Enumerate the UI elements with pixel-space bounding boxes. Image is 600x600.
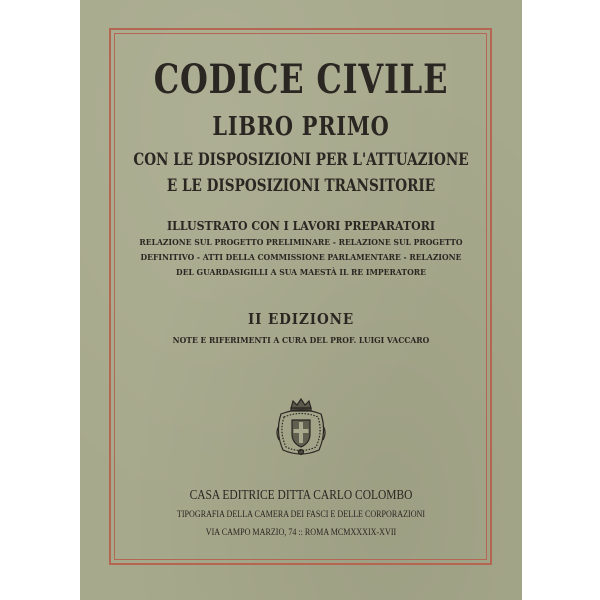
cover-relazione-line-3: DEL GUARDASIGILLI A SUA MAESTÀ IL RE IMPERATORE xyxy=(176,268,426,278)
cover-publisher: CASA EDITRICE DITTA CARLO COLOMBO xyxy=(189,487,413,502)
book-cover xyxy=(80,0,522,600)
cover-edition: II EDIZIONE xyxy=(247,310,355,328)
cover-notes-credit: NOTE E RIFERIMENTI A CURA DEL PROF. LUIGI VACCARO xyxy=(172,336,430,346)
cover-printer: TIPOGRAFIA DELLA CAMERA DEI FASCI E DELLE CORPORAZIONI xyxy=(176,510,426,520)
cover-relazione-line-2: DEFINITIVO - ATTI DELLA COMMISSIONE PARLAMENTARE - RELAZIONE xyxy=(140,253,462,263)
cover-illustrated-line: ILLUSTRATO CON I LAVORI PREPARATORI xyxy=(166,218,436,233)
royal-coat-of-arms-icon xyxy=(271,396,331,460)
cover-title: CODICE CIVILE xyxy=(153,56,449,103)
cover-relazione-line-1: RELAZIONE SUL PROGETTO PRELIMINARE - RELAZIONE SUL PROGETTO xyxy=(139,238,463,248)
cover-subtitle-line-2: E LE DISPOSIZIONI TRANSITORIE xyxy=(166,176,436,196)
cover-address: VIA CAMPO MARZIO, 74 :: ROMA MCMXXXIX-XVII xyxy=(205,528,397,538)
cover-subtitle-line-1: CON LE DISPOSIZIONI PER L'ATTUAZIONE xyxy=(133,150,469,170)
cover-book-number: LIBRO PRIMO xyxy=(212,112,390,142)
